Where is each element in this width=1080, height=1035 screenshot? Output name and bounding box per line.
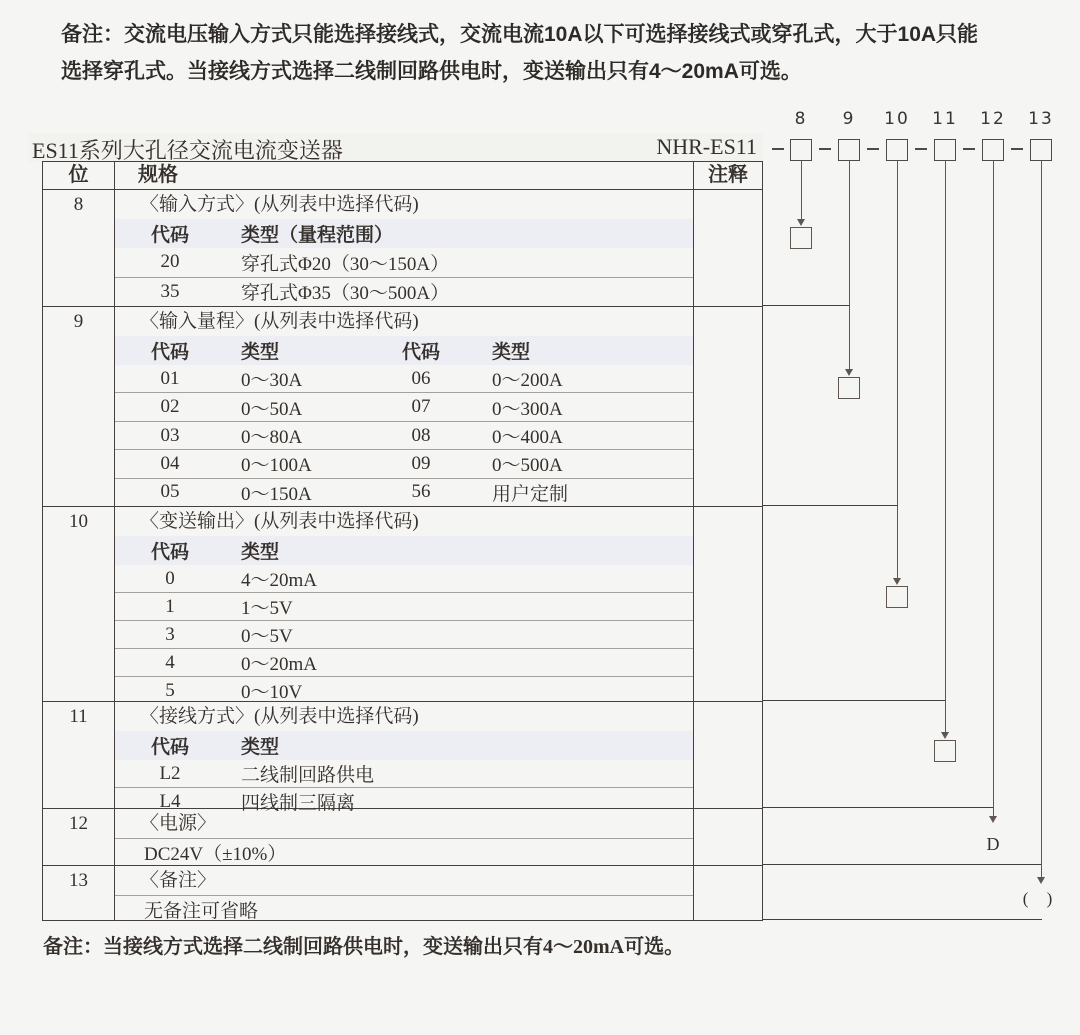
- type-value: 二线制回路供电: [241, 765, 375, 786]
- code-row: [115, 365, 693, 392]
- spec-cell: [115, 307, 694, 506]
- type-value: 0～100A: [241, 455, 312, 477]
- type-value: 四线制三隔离: [241, 793, 356, 814]
- note-cell: [694, 809, 762, 865]
- type-value: 0～50A: [241, 398, 303, 420]
- position-number: 12: [43, 809, 115, 865]
- subheader-type: 类型: [492, 342, 531, 363]
- type-value: 0～10V: [241, 682, 303, 703]
- arrow-down-icon: [845, 369, 853, 376]
- code-box-11: [934, 139, 956, 161]
- type-value: 穿孔式Φ20（30～150A）: [241, 253, 450, 275]
- code-row: [115, 620, 693, 648]
- bottom-note: 备注：当接线方式选择二线制回路供电时，变送输出只有4～20mA可选。: [43, 936, 685, 958]
- header-position: 位: [43, 162, 115, 189]
- code-value: 3: [165, 623, 175, 645]
- subheader-code: 代码: [150, 737, 189, 758]
- code-row: [115, 248, 693, 277]
- spec-title: 〈输入量程〉(从列表中选择代码): [140, 311, 419, 332]
- spec-value: DC24V（±10%）: [115, 838, 693, 866]
- note-cell: [694, 190, 762, 306]
- code-line-11: [945, 160, 946, 732]
- subheader-type: 类型: [241, 737, 280, 758]
- code-value: 56: [411, 481, 431, 503]
- top-note: [61, 16, 1051, 90]
- spec-subheader: [115, 536, 693, 565]
- type-value: 1～5V: [241, 598, 293, 619]
- group-row-10: [43, 506, 762, 701]
- subheader-type: 类型（量程范围）: [241, 225, 394, 246]
- product-title: ES11系列大孔径交流电流变送器: [32, 138, 343, 163]
- type-value: 0～400A: [492, 427, 563, 449]
- arrow-down-icon: [893, 578, 901, 585]
- code-position-label-8: 8: [794, 109, 808, 129]
- spec-title: 〈输入方式〉(从列表中选择代码): [140, 194, 419, 215]
- code-row: [115, 592, 693, 620]
- code-row: [115, 676, 693, 704]
- code-row: [115, 565, 693, 592]
- type-value: 0～30A: [241, 370, 303, 392]
- spec-cell: [115, 866, 694, 920]
- code-value: L4: [159, 790, 181, 812]
- spec-title: 〈备注〉: [140, 870, 217, 891]
- code-row: [115, 478, 693, 506]
- spec-cell: [115, 507, 694, 701]
- code-row: [115, 760, 693, 787]
- code-value: 5: [165, 679, 175, 701]
- spec-cell: [115, 809, 694, 865]
- bottom-extension-line: [762, 919, 1042, 920]
- remark-placeholder: ( ): [1022, 889, 1060, 908]
- top-note-line-2: 选择穿孔式。当接线方式选择二线制回路供电时，变送输出只有4～20mA可选。: [61, 60, 802, 83]
- group-row-8: [43, 189, 762, 306]
- type-value: 0～500A: [492, 455, 563, 477]
- subheader-code: 代码: [150, 225, 189, 246]
- arrow-down-icon: [941, 732, 949, 739]
- dash-separator: [963, 148, 975, 150]
- row-extension-line-13: [762, 864, 1041, 865]
- code-value: 0: [165, 567, 175, 589]
- dash-separator: [819, 148, 831, 150]
- subheader-code: 代码: [150, 342, 189, 363]
- spec-cell: [115, 702, 694, 814]
- code-box-12: [982, 139, 1004, 161]
- code-position-label-9: 9: [842, 109, 856, 129]
- code-line-13: [1041, 160, 1042, 877]
- dash-separator: [772, 148, 784, 150]
- row-extension-line-12: [762, 807, 993, 808]
- note-cell: [694, 866, 762, 920]
- type-value: 4～20mA: [241, 570, 318, 591]
- spec-subheader: [115, 219, 693, 248]
- code-value: 07: [411, 396, 431, 418]
- type-value: 0～20mA: [241, 654, 318, 675]
- spec-title: 〈变送输出〉(从列表中选择代码): [140, 511, 419, 532]
- code-line-10: [897, 160, 898, 578]
- position-number: 8: [43, 190, 115, 306]
- code-value: L2: [159, 762, 181, 784]
- type-value: 0～150A: [241, 483, 312, 505]
- note-cell: [694, 307, 762, 506]
- code-box-8: [790, 139, 812, 161]
- note-cell: [694, 702, 762, 808]
- type-value: 0～5V: [241, 626, 293, 647]
- dash-separator: [867, 148, 879, 150]
- arrow-down-icon: [797, 219, 805, 226]
- code-line-12: [993, 160, 994, 816]
- row-extension-line-10: [762, 505, 897, 506]
- code-row: [115, 421, 693, 449]
- code-value: 4: [165, 651, 175, 673]
- position-number: 9: [43, 307, 115, 506]
- arrow-down-icon: [989, 816, 997, 823]
- code-row: [115, 648, 693, 676]
- code-value: 02: [160, 396, 180, 418]
- type-value: 0～300A: [492, 398, 563, 420]
- code-value: 09: [411, 452, 431, 474]
- code-box-9: [838, 139, 860, 161]
- code-value: 03: [160, 424, 180, 446]
- spec-subheader: [115, 336, 693, 365]
- code-line-8: [801, 160, 802, 219]
- code-value: 01: [160, 367, 180, 389]
- note-cell: [694, 507, 762, 701]
- code-row: [115, 392, 693, 420]
- spec-title: 〈接线方式〉(从列表中选择代码): [140, 706, 419, 727]
- row-extension-line-11: [762, 700, 945, 701]
- code-position-label-13: 13: [1028, 109, 1054, 129]
- type-value: 穿孔式Φ35（30～500A）: [241, 283, 450, 305]
- type-value: 0～200A: [492, 370, 563, 392]
- position-number: 11: [43, 702, 115, 808]
- spec-cell: [115, 190, 694, 306]
- group-row-9: [43, 306, 762, 506]
- arrow-down-icon: [1037, 877, 1045, 884]
- product-model: NHR-ES11: [656, 134, 757, 159]
- code-position-label-11: 11: [932, 109, 958, 129]
- group-row-13: [43, 865, 762, 920]
- group-row-11: [43, 701, 762, 814]
- code-row: [115, 449, 693, 477]
- code-value: 20: [160, 251, 180, 273]
- code-value: 08: [411, 424, 431, 446]
- code-position-label-12: 12: [980, 109, 1006, 129]
- code-value: 1: [165, 595, 175, 617]
- code-row: [115, 277, 693, 307]
- header-note: 注释: [708, 164, 748, 186]
- top-note-line-1: 备注：交流电压输入方式只能选择接线式，交流电流10A以下可选择接线式或穿孔式，大于10A只能: [61, 23, 979, 46]
- type-value: 0～80A: [241, 427, 303, 449]
- dash-separator: [1011, 148, 1023, 150]
- spec-subheader: [115, 731, 693, 760]
- code-value: 04: [160, 452, 180, 474]
- code-value: 35: [160, 280, 180, 302]
- subheader-code: 代码: [401, 342, 440, 363]
- code-box-13: [1030, 139, 1052, 161]
- dash-separator: [915, 148, 927, 150]
- code-drop-box-11: [934, 740, 956, 762]
- table-header-row: [43, 162, 762, 189]
- spec-title: 〈电源〉: [140, 813, 217, 834]
- position-number: 13: [43, 866, 115, 920]
- selection-table: [42, 161, 763, 921]
- code-line-9: [849, 160, 850, 369]
- code-value: 05: [160, 481, 180, 503]
- group-row-12: [43, 808, 762, 865]
- subheader-type: 类型: [241, 542, 280, 563]
- code-position-label-10: 10: [884, 109, 910, 129]
- code-box-10: [886, 139, 908, 161]
- row-extension-line-9: [762, 305, 849, 306]
- subheader-type: 类型: [241, 342, 280, 363]
- code-drop-box-10: [886, 586, 908, 608]
- power-code-value: D: [986, 834, 1000, 854]
- code-drop-box-8: [790, 227, 812, 249]
- code-value: 06: [411, 367, 431, 389]
- header-spec: 规格: [115, 162, 694, 189]
- type-value: 用户定制: [492, 483, 569, 505]
- spec-value: 无备注可省略: [115, 895, 693, 923]
- code-drop-box-9: [838, 377, 860, 399]
- subheader-code: 代码: [150, 542, 189, 563]
- position-number: 10: [43, 507, 115, 701]
